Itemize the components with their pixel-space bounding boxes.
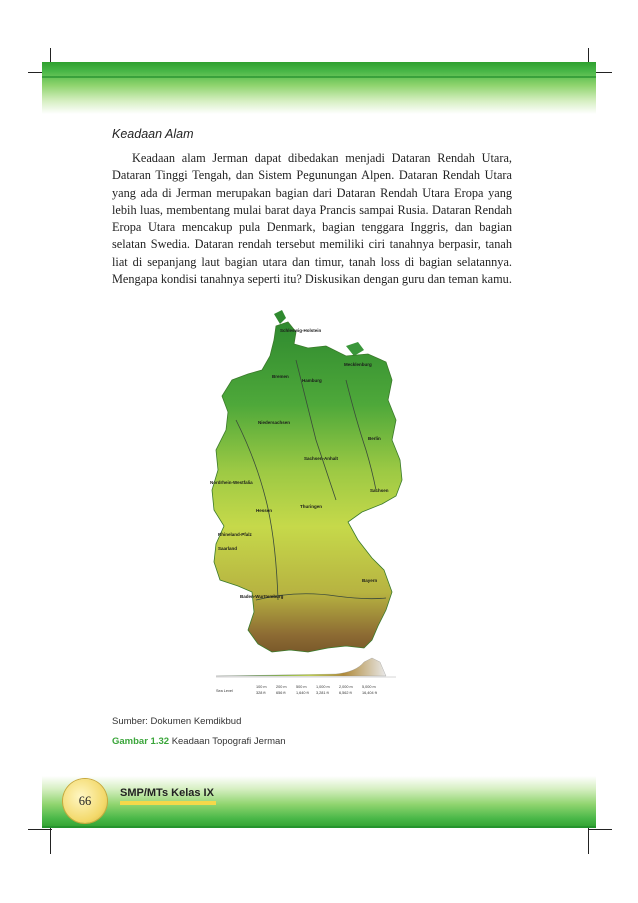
map-label-saarland: Saarland [218,546,238,551]
map-label-berlin: Berlin [368,436,381,441]
page-number: 66 [63,779,107,823]
section-title: Keadaan Alam [112,127,194,141]
header-band [42,62,596,114]
map-label-baden-wurttemburg: Baden-Wurttemburg [240,594,284,599]
body-paragraph: Keadaan alam Jerman dapat dibedakan menjadi Dataran Rendah Utara, Dataran Tinggi Tengah, dan Sistem Pegunungan Alpen. Dataran Rendah Utara yang ada di Jerman merupakan bagian dari Dataran Rendah Utara Eropa yang lebih luas, membentang mulai barat daya Prancis sampai Rusia. Dataran Rendah Eropa Utara mencakup pula Denmark, bagian tenggara Inggris, dan bagian selatan Swedia. Dataran rendah tersebut memiliki ciri tanahnya berpasir, tanah liat di sepanjang laut bagian utara dan timur, tanah loss di bagian selatannya. Mengapa kondisi tanahnya seperti itu? Diskusikan dengan guru dan teman kamu. [112,151,512,287]
legend-metre-5000: 5,000 m [362,685,376,689]
map-label-bremen: Bremen [272,374,289,379]
map-label-nordrhein-westfalia: Nordrhein-Westfalia [210,480,253,485]
germany-topography-map [196,300,436,710]
legend-metre-100: 100 m [256,685,267,689]
map-label-sachsen-anhalt: Sachsen-Anhalt [304,456,339,461]
map-label-thuringen: Thuringen [300,504,322,509]
book-title: SMP/MTs Kelas IX [120,787,216,805]
footer-line [42,826,596,828]
legend-feet-6562: 6,562 ft [339,691,352,695]
legend-metre-200: 200 m [276,685,287,689]
caption-source: Sumber: Dokumen Kemdikbud [112,716,242,727]
legend-profile [216,658,386,676]
map-label-niedersachsen: Niedersachsen [258,420,291,425]
legend-feet-328: 328 ft [256,691,266,695]
figure-number: Gambar 1.32 [112,736,170,747]
figure-title: Keadaan Topografi Jerman [171,736,286,747]
legend-metre-500: 500 m [296,685,307,689]
legend-sea-level: Sea Level [216,689,233,693]
legend-feet-656: 656 ft [276,691,286,695]
island-shape [274,310,286,324]
map-label-hamburg: Hamburg [302,378,322,383]
header-line [42,76,596,78]
map-label-schleswig-holstein: Schleswig-Holstein [280,328,322,333]
map-svg [196,300,436,710]
map-label-rhineland-pfalz: Rhineland-Pfalz [218,532,252,537]
map-label-hessen: Hessen [256,508,273,513]
legend-feet-1640: 1,640 ft [296,691,309,695]
island-shape [346,342,364,356]
figure-caption [112,736,286,747]
legend-feet-16404: 16,404 ft [362,691,377,695]
map-label-bayern: Bayern [362,578,378,583]
map-label-sachsen: Sachsen [370,488,389,493]
legend-feet-3281: 3,281 ft [316,691,329,695]
germany-outline [212,322,402,652]
elevation-legend [216,658,396,695]
crop-mark [28,829,52,830]
map-label-mecklenburg: Mecklenburg [344,362,372,367]
legend-metre-1000: 1,000 m [316,685,330,689]
legend-metre-2000: 2,000 m [339,685,353,689]
crop-mark [588,829,612,830]
